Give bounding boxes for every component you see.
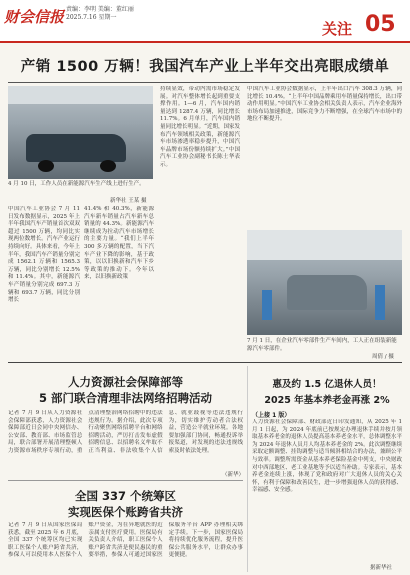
masthead-info: 责编：李明 美编：董红丽 2025.7.16 星期一: [66, 6, 134, 21]
article4-body: 人力资源社会保障部、财政部近日印发通知，从 2025 年 1 月 1 日起，为 2024 年底前已按规定办理退休手续并按月领取基本养老金的退休人员提高基本养老金水平，总体调整水平为 2024 年退休人员月人均基本养老金的 2%。此次调整继续采取定额调整、挂钩调整与适当倾斜相结合的办法，兼顾公平与效率。调整所需资金从基本养老保险基金中列支，中央财政对中西部地区、老工业基地等予以适当补助。专家表示，基本养老金连续上涨，体现了党和政府对广大退休人员的关心关怀，有利于保障和改善民生，进一步增强退休人员的获得感、幸福感、安全感。: [252, 419, 402, 494]
article4-credit: 据新华社: [370, 565, 393, 571]
section-name: 关注: [322, 20, 353, 38]
page-number: 05: [365, 12, 396, 37]
article2-title-line1: 人力资源社会保障部等: [68, 375, 183, 389]
article2-credit: （新华）: [222, 472, 245, 478]
lead-column-2: 41.4% 和 40.3%，新能源汽车新车销量占汽车新车总销量的 44.3%。新能源汽车继续成为拉动汽车市场增长的主要力量。“我们上半年 300 多万辆的配置，当下汽车产业下降的影响，基于政策，以以旧换新和汽车下乡等政策的推动下。今年以来，以旧换新政策: [84, 206, 154, 281]
article2-title-line2: 5 部门联合清理非法网络招聘活动: [38, 391, 212, 405]
photo-right-credit: 周倩 / 摄: [372, 354, 394, 360]
article4-title-line1: 惠及约 1.5 亿退休人员！: [272, 379, 382, 390]
photo-right-caption: 7 月 1 日，在企业汽车零部件生产车间内，工人正在组装新能源汽车零部件。: [247, 338, 397, 352]
article-divider: [8, 480, 243, 481]
masthead-divider: [0, 41, 410, 43]
section-divider: [8, 362, 402, 363]
lead-column-3: 持续显效，带动内需市场稳定发展。对汽车整体增长起到重要支撑作用。1—6 月，汽车国内销量达到 1287.4 万辆，同比增长 11.7%。6 月单月，汽车国内销量同比增长明显。“近期，国家发布汽车领域相关政策，新能源汽车市场渗透率稳步提升，中国汽车品牌市场份额持续扩大。”中国汽车工业协会副秘书长陈士华表示。: [160, 86, 240, 168]
lead-column-4: 中国汽车工业协会数据显示，上半年出口汽车 308.3 万辆，同比增长 10.4%。“上半年中国品牌乘用车销量保持增长，出口带动作用明显。”中国汽车工业协会相关负责人表示，汽车企业海外市场布局加速推进，国际竞争力不断增强，在全球汽车市场中的地位不断提升。: [247, 86, 402, 123]
article4-lead-label: （上接 1 版）: [252, 412, 291, 419]
photo-left-credit: 新华社 王某 摄: [110, 198, 147, 204]
article3-title-line1: 全国 337 个统筹区: [74, 489, 176, 503]
photo-left-caption: 4 月 10 日，工作人员在新能源汽车生产线上进行生产。: [8, 181, 145, 187]
factory-photo-left: [8, 86, 153, 179]
headline-divider: [8, 82, 402, 83]
article2-body: 记者 7 月 9 日从人力资源社会保障部获悉，人力资源社会保障部近日会同中央网信办、公安部、教育部、市场监管总局，联合部署开展清理整顿人力资源市场秩序专项行动，重点清理整治网络招聘中的违法违规行为。据介绍，此次专项行动聚焦网络招聘平台和网络招聘活动，严厉打击发布虚假招聘信息、以招聘名义牟取不正当利益、非法收集个人信息、就业歧视等违法违规行为，切实维护劳动者合法权益，营造公平就业环境。各地要加强部门协同，畅通投诉举报渠道，对发现的违法违规线索及时依法处理。: [8, 410, 243, 454]
newspaper-logo: 财会信报: [4, 8, 65, 26]
article4-title-line2: 2025 年基本养老金再涨 2%: [264, 395, 390, 406]
factory-photo-right: [247, 230, 402, 335]
article3-title-line2: 实现医保个账跨省共济: [68, 505, 183, 519]
lead-column-1: 中国汽车工业协会 7 月 11 日发布数据显示，2025 年上半年我国汽车产销量首次双双超过 1500 万辆，均同比实现两位数增长。汽车产业运行持续向好。具体来看，今年上半年，我国汽车产销量分别完成 1562.1 万辆和 1565.3 万辆，同比分别增长 12.5% 和 11.4%。其中，新能源汽车产销量分别完成 697.3 万辆和 693.7 万辆，同比分别增长: [8, 206, 80, 304]
lead-headline: 产销 1500 万辆！我国汽车产业上半年交出亮眼成绩单: [20, 59, 390, 75]
column-separator: [247, 366, 248, 572]
article3-body: 记者 7 月 9 日从国家医保局获悉，截至 2025 年 6 月底，全国 337 个统筹区均已实现职工医保个人账户跨省共济，参保人可以使用本人医保个人账户资金，为在异地就医的近亲属支付医疗费用。医保局有关负责人介绍，职工医保个人账户跨省共济是便民惠民的重要举措，参保人可通过国家医保服务平台 APP 办理相关绑定手续。下一步，国家医保局将持续优化服务流程，提升医保公共服务水平，让群众办事更便捷。: [8, 522, 243, 559]
